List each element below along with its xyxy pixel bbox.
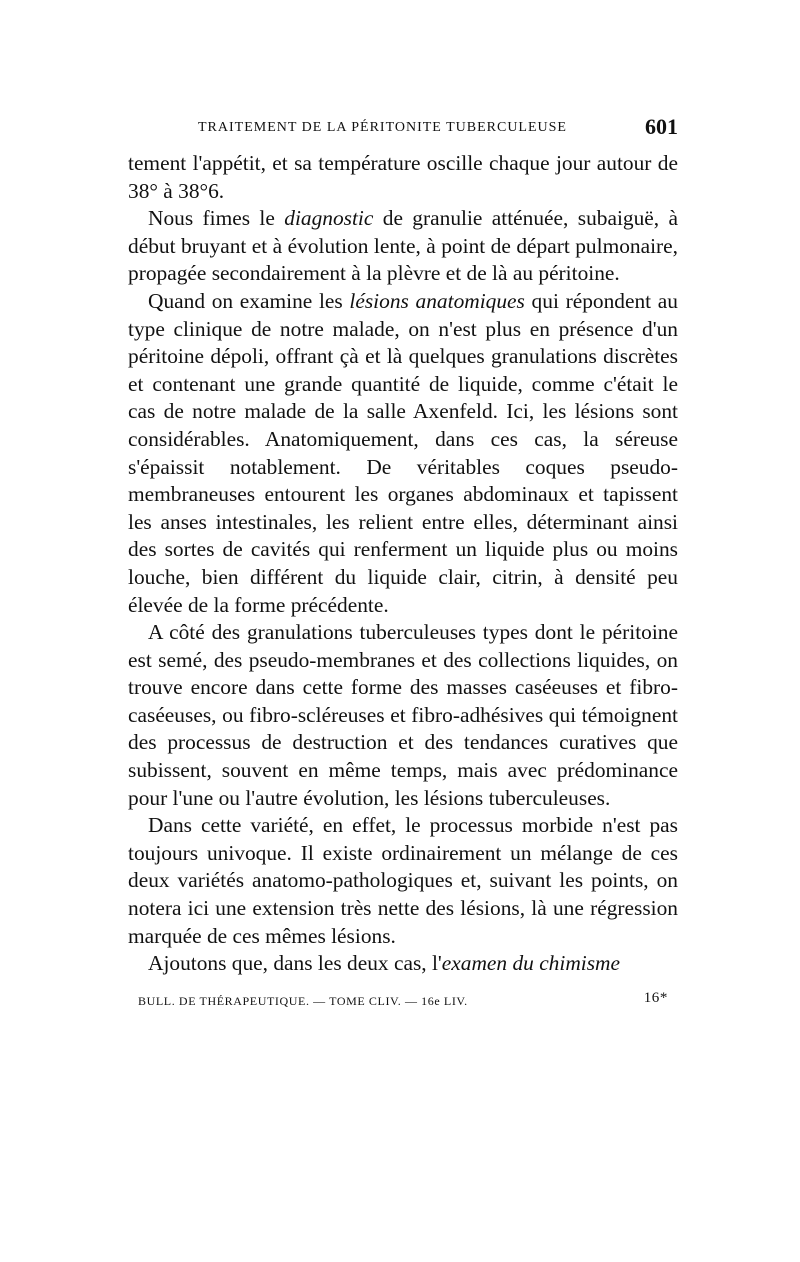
paragraph-4: [128, 619, 678, 812]
paragraph-3: [128, 288, 678, 619]
paragraph-3-emphasis: lésions anatomiques: [349, 288, 525, 313]
paragraph-6-emphasis: examen du chimisme: [441, 951, 620, 976]
paragraph-2-text-b: de granulie atténuée, subaiguë, à début bruyant et à évolution lente, à point de départ pulmonaire, propagée secondairement à la plèvre et de là au péritoine.: [128, 206, 678, 286]
paragraph-6: [128, 950, 678, 978]
paragraph-4-text: A côté des granulations tuberculeuses types dont le péritoine est semé, des pseudo-membranes et des collections liquides, on trouve encore dans cette forme des masses caséeuses et fibro-caséeuses, ou fibro-scléreuses et fibro-adhésives qui témoignent des processus de destruction et des tendances curatives que subissent, souvent en même temps, mais avec prédominance pour l'une ou l'autre évolution, les lésions tuberculeuses.: [128, 620, 678, 810]
signature-line: BULL. DE THÉRAPEUTIQUE. — TOME CLIV. — 16e LIV.: [138, 993, 468, 1008]
paragraph-5: [128, 812, 678, 950]
body-text: [128, 150, 678, 978]
paragraph-3-text-a: Quand on examine les: [148, 288, 350, 313]
running-title: TRAITEMENT DE LA PÉRITONITE TUBERCULEUSE: [198, 120, 567, 135]
paragraph-1-text: tement l'appétit, et sa température oscille chaque jour autour de 38° à 38°6.: [128, 151, 678, 203]
paragraph-6-text-a: Ajoutons que, dans les deux cas, l': [148, 951, 442, 976]
paragraph-3-text-b: qui répondent au type clinique de notre malade, on n'est plus en présence d'un péritoine dépoli, offrant çà et là quelques granulations discrètes et contenant une grande quantité de liquide, comme c'était le cas de notre malade de la salle Axenfeld. Ici, les lésions sont considérables. Anatomiquement, dans ces cas, la séreuse s'épaissit notablement. De véritables coques pseudo-membraneuses entourent les organes abdominaux et tapissent les anses intestinales, les relient entre elles, déterminant ainsi des sortes de cavités qui renferment un liquide plus ou moins louche, bien différent du liquide clair, citrin, à densité peu élevée de la forme précédente.: [128, 288, 678, 617]
sheet-mark: 16*: [643, 989, 668, 1006]
paragraph-5-text: Dans cette variété, en effet, le processus morbide n'est pas toujours univoque. Il existe ordinairement un mélange de ces deux variétés anatomo-pathologiques et, suivant les points, on notera ici une extension très nette des lésions, là une régression marquée de ces mêmes lésions.: [128, 813, 678, 948]
paragraph-2-text-a: Nous fimes le: [148, 206, 285, 231]
paragraph-2: [128, 205, 678, 288]
page-number: 601: [645, 114, 678, 139]
book-page: [128, 112, 678, 1014]
paragraph-1: [128, 150, 678, 205]
running-head: [128, 112, 678, 146]
page-footer: [128, 990, 678, 1014]
paragraph-2-emphasis: diagnostic: [284, 206, 374, 231]
